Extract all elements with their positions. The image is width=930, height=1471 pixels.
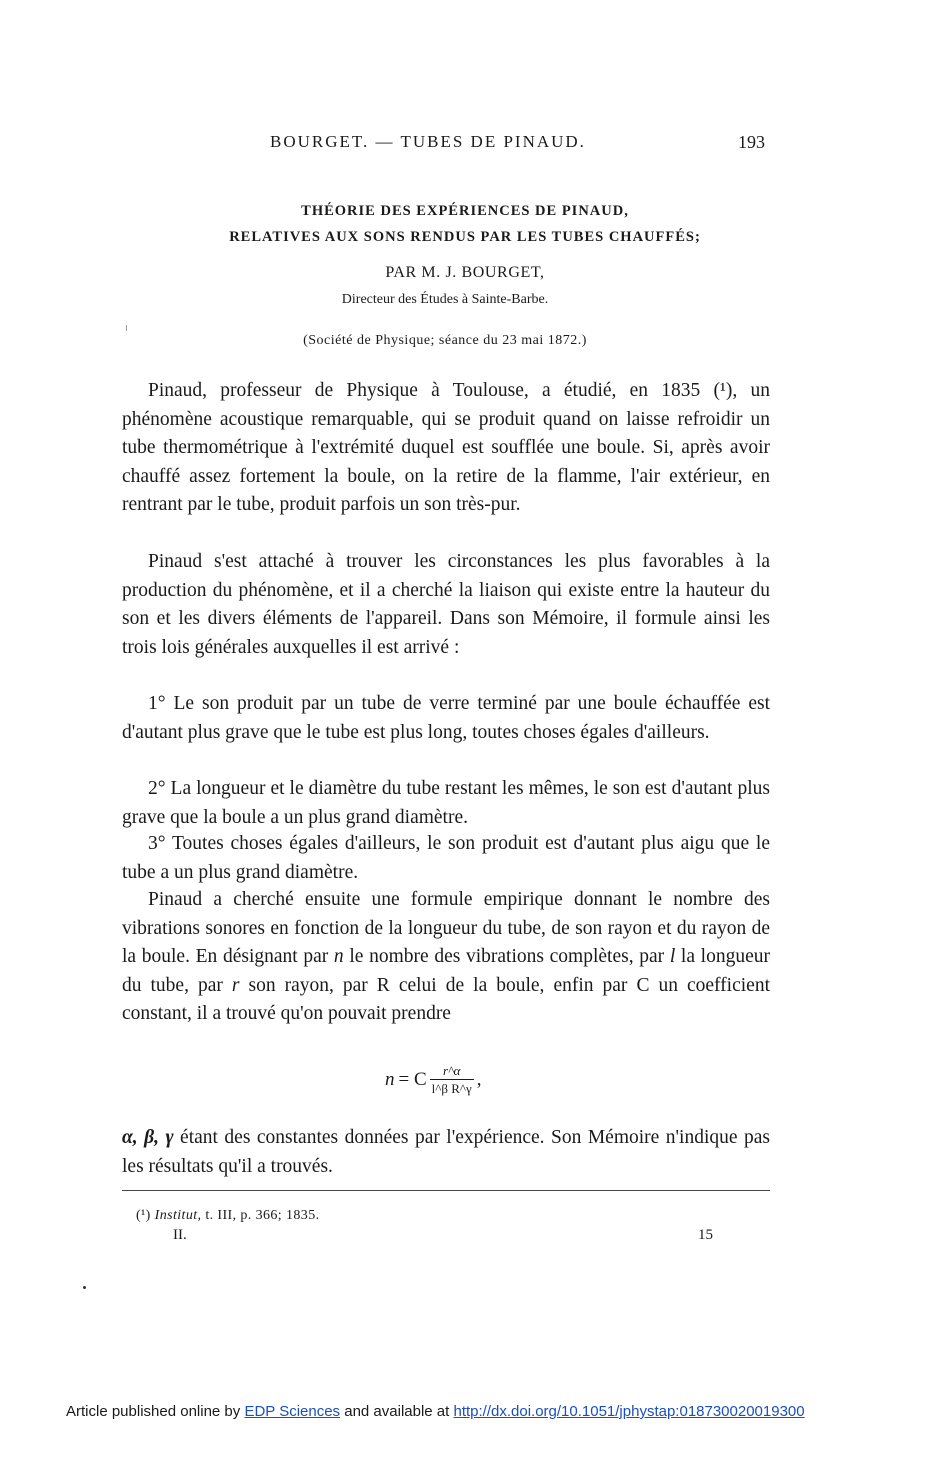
var-r: r bbox=[231, 974, 240, 996]
paragraph-constants bbox=[122, 1124, 770, 1181]
session-note: (Société de Physique; séance du 23 mai 1872.) bbox=[303, 333, 587, 348]
text-run: la longueur du tube, par bbox=[122, 946, 770, 996]
author-byline: PAR M. J. BOURGET, bbox=[385, 264, 545, 281]
greek-constants: α, β, γ bbox=[122, 1127, 174, 1148]
formula-denominator: l^β R^γ bbox=[431, 1081, 472, 1096]
footnote bbox=[136, 1208, 320, 1224]
footnote-source: Institut, bbox=[154, 1208, 202, 1223]
var-l: l bbox=[669, 946, 676, 968]
margin-mark bbox=[126, 325, 127, 331]
publisher-link[interactable]: EDP Sciences bbox=[244, 1403, 341, 1420]
formula-equals: = C bbox=[398, 1069, 427, 1090]
paragraph-law-1: 1° Le son produit par un tube de verre terminé par une boule échauffée est d'autant plus grave que le tube est plus long, toutes choses égales d'ailleurs. bbox=[122, 693, 770, 743]
text-run: son rayon, par R celui de la boule, enfin par C un coefficient constant, il a trouvé qu'on pouvait prendre bbox=[122, 974, 770, 1025]
formula-lhs: n bbox=[385, 1069, 395, 1090]
citation-prefix: Article published online by bbox=[66, 1403, 245, 1420]
formula-numerator: r^α bbox=[443, 1063, 461, 1078]
var-n: n bbox=[333, 946, 344, 968]
paragraph-formula-intro bbox=[122, 886, 770, 1029]
article-title-line-1: THÉORIE DES EXPÉRIENCES DE PINAUD, bbox=[301, 203, 629, 219]
footnote-marker: (¹) bbox=[136, 1208, 151, 1223]
stray-dot bbox=[83, 1286, 86, 1289]
sheet-signature: 15 bbox=[698, 1227, 713, 1243]
paragraph-1: Pinaud, professeur de Physique à Toulouse, a étudié, en 1835 (¹), un phénomène acoustique remarquable, qui se produit quand on laisse refroidir un tube thermométrique à l'extrémité duquel est soufflée une boule. Si, après avoir chauffé assez fortement la boule, on la retire de la flamme, l'air extérieur, en rentrant par le tube, produit parfois un son très-pur. bbox=[122, 380, 770, 516]
doi-link[interactable]: http://dx.doi.org/10.1051/jphystap:018730020019300 bbox=[453, 1403, 805, 1420]
author-affiliation: Directeur des Études à Sainte-Barbe. bbox=[341, 292, 549, 307]
footnote-rest: t. III, p. 366; 1835. bbox=[205, 1208, 320, 1223]
article-title-line-2: RELATIVES AUX SONS RENDUS PAR LES TUBES CHAUFFÉS; bbox=[229, 229, 701, 245]
footnote-rule bbox=[122, 1190, 770, 1191]
paragraph-law-2: 2° La longueur et le diamètre du tube restant les mêmes, le son est d'autant plus grave que la boule a un plus grand diamètre. bbox=[122, 778, 770, 828]
citation-line bbox=[66, 1403, 805, 1420]
formula-fraction bbox=[430, 1063, 474, 1097]
page-number: 193 bbox=[738, 132, 765, 152]
volume-signature: II. bbox=[173, 1227, 187, 1243]
running-head: BOURGET. — TUBES DE PINAUD. bbox=[270, 132, 586, 151]
paragraph-law-3: 3° Toutes choses égales d'ailleurs, le son produit est d'autant plus aigu que le tube a un plus grand diamètre. bbox=[122, 833, 770, 883]
pinaud-formula bbox=[385, 1063, 481, 1097]
citation-middle: and available at bbox=[340, 1403, 454, 1420]
text-run: le nombre des vibrations complètes, par bbox=[343, 946, 670, 968]
text-run: Pinaud a cherché ensuite une formule empirique donnant le nombre des vibrations sonores en fonction de la longueur du tube, de son rayon et du rayon de la boule. En désignant par bbox=[122, 889, 770, 968]
paragraph-2: Pinaud s'est attaché à trouver les circonstances les plus favorables à la production du phénomène, et il a cherché la liaison qui existe entre la hauteur du son et les divers éléments de l'appareil. Dans son Mémoire, il formule ainsi les trois lois générales auxquelles il est arrivé : bbox=[122, 551, 770, 658]
formula-trail: , bbox=[476, 1069, 482, 1090]
text-run: étant des constantes données par l'expérience. Son Mémoire n'indique pas les résultats qu'il a trouvés. bbox=[122, 1127, 770, 1177]
